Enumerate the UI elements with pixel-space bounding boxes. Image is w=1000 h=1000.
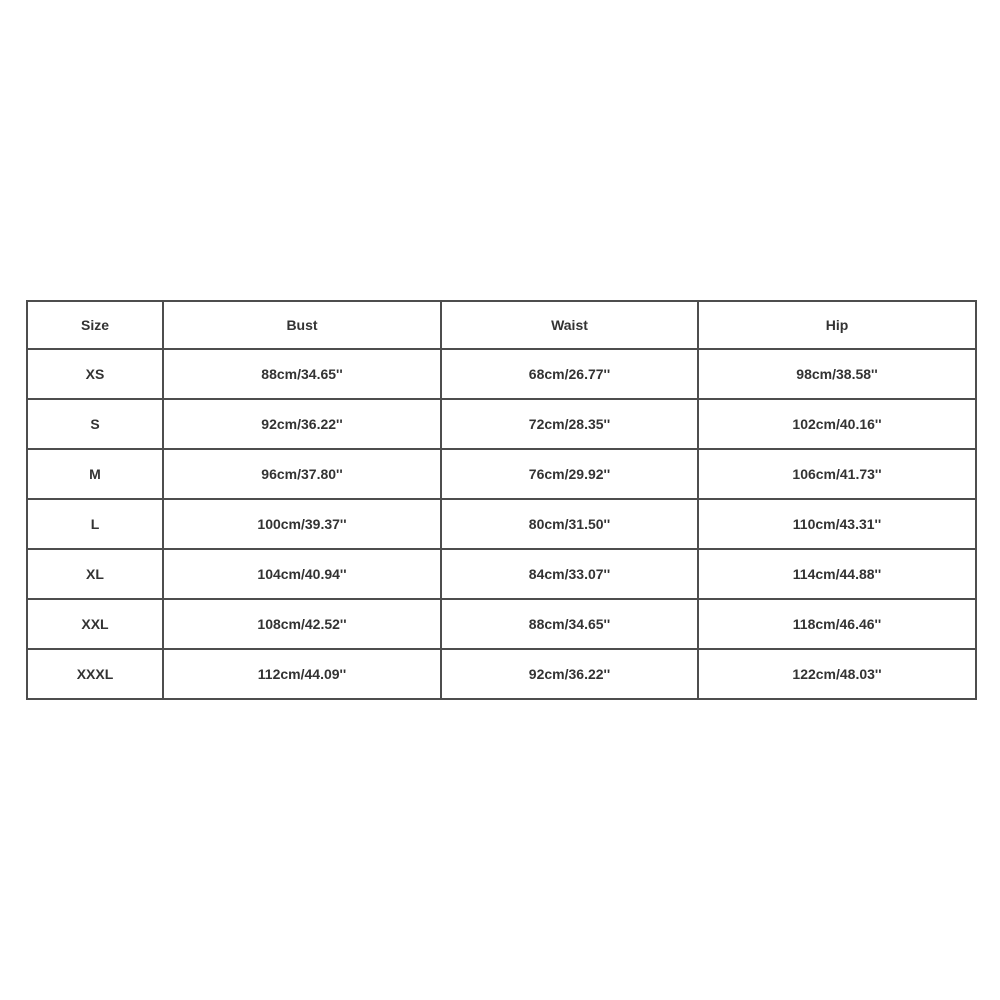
table-row bbox=[27, 649, 976, 699]
table-row bbox=[27, 599, 976, 649]
cell-bust: 100cm/39.37'' bbox=[163, 499, 441, 549]
cell-bust: 88cm/34.65'' bbox=[163, 349, 441, 399]
cell-waist: 84cm/33.07'' bbox=[441, 549, 698, 599]
cell-waist: 88cm/34.65'' bbox=[441, 599, 698, 649]
cell-waist: 68cm/26.77'' bbox=[441, 349, 698, 399]
cell-size: S bbox=[27, 399, 163, 449]
header-waist: Waist bbox=[441, 301, 698, 349]
cell-hip: 122cm/48.03'' bbox=[698, 649, 976, 699]
cell-hip: 106cm/41.73'' bbox=[698, 449, 976, 499]
size-chart-table bbox=[26, 300, 977, 700]
cell-waist: 92cm/36.22'' bbox=[441, 649, 698, 699]
cell-hip: 98cm/38.58'' bbox=[698, 349, 976, 399]
cell-bust: 112cm/44.09'' bbox=[163, 649, 441, 699]
header-hip: Hip bbox=[698, 301, 976, 349]
table-row bbox=[27, 549, 976, 599]
table-row bbox=[27, 399, 976, 449]
cell-hip: 114cm/44.88'' bbox=[698, 549, 976, 599]
cell-size: L bbox=[27, 499, 163, 549]
cell-size: M bbox=[27, 449, 163, 499]
table-row bbox=[27, 499, 976, 549]
table-row bbox=[27, 449, 976, 499]
header-row bbox=[27, 301, 976, 349]
cell-size: XXL bbox=[27, 599, 163, 649]
cell-waist: 80cm/31.50'' bbox=[441, 499, 698, 549]
cell-hip: 110cm/43.31'' bbox=[698, 499, 976, 549]
cell-size: XXXL bbox=[27, 649, 163, 699]
cell-bust: 104cm/40.94'' bbox=[163, 549, 441, 599]
header-bust: Bust bbox=[163, 301, 441, 349]
cell-waist: 72cm/28.35'' bbox=[441, 399, 698, 449]
cell-hip: 102cm/40.16'' bbox=[698, 399, 976, 449]
cell-bust: 108cm/42.52'' bbox=[163, 599, 441, 649]
cell-waist: 76cm/29.92'' bbox=[441, 449, 698, 499]
cell-size: XS bbox=[27, 349, 163, 399]
cell-hip: 118cm/46.46'' bbox=[698, 599, 976, 649]
cell-bust: 92cm/36.22'' bbox=[163, 399, 441, 449]
header-size: Size bbox=[27, 301, 163, 349]
table-row bbox=[27, 349, 976, 399]
cell-bust: 96cm/37.80'' bbox=[163, 449, 441, 499]
cell-size: XL bbox=[27, 549, 163, 599]
